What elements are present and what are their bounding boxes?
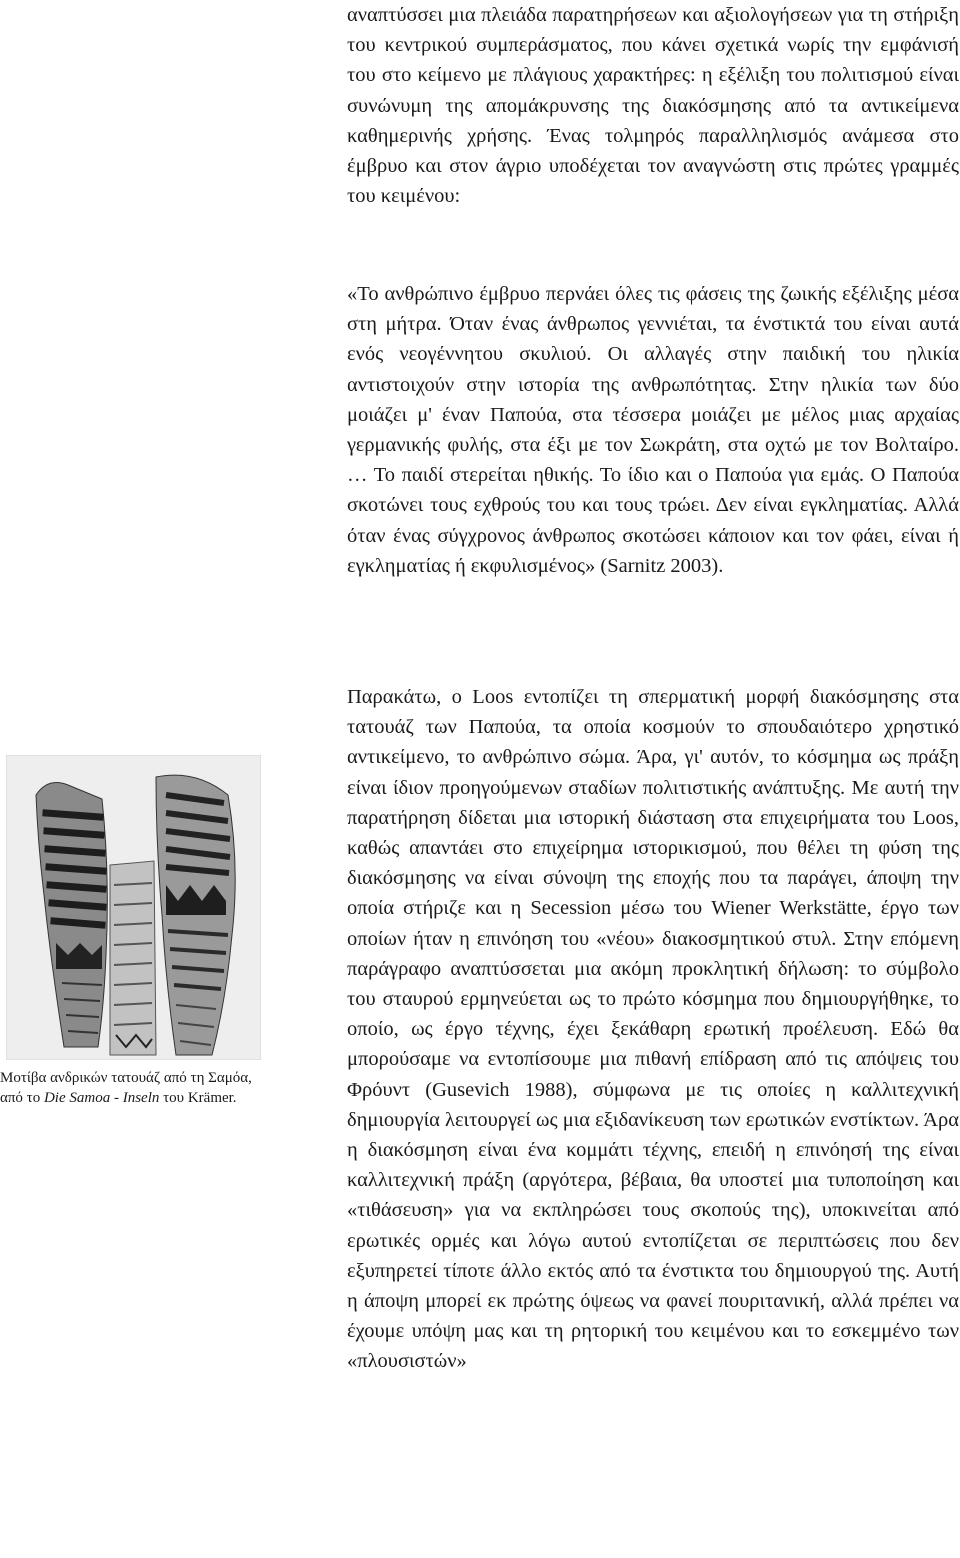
paragraph-loos [347, 682, 959, 1377]
tattoo-illustration [6, 755, 261, 1060]
block-quote [347, 279, 959, 581]
paragraph-intro-text: αναπτύσσει μια πλειάδα παρατηρήσεων και αξιολογήσεων για τη στήριξη του κεντρικού συμπεράσματος, που κάνει σχετικά νωρίς την εμφάνισή του στο κείμενο με πλάγιους χαρακτήρες: η εξέλιξη του πολιτισμού είναι συνώνυμη της απομάκρυνσης της διακόσμησης από τα αντικείμενα καθημερινής χρήσης. Ένας τολμηρός παραλληλισμός ανάμεσα στο έμβρυο και στον άγριο υποδέχεται τον αναγνώστη στις πρώτες γραμμές του κειμένου: [347, 4, 959, 208]
paragraph-intro [347, 0, 959, 211]
figure-caption-suffix: του Krämer. [159, 1090, 237, 1106]
paragraph-loos-text: Παρακάτω, ο Loos εντοπίζει τη σπερματική μορφή διακόσμησης στα τατουάζ των Παπούα, τα οποία κοσμούν το σπουδαιότερο χρηστικό αντικείμενο, το ανθρώπινο σώμα. Άρα, γι' αυτόν, το κόσμημα ως πράξη είναι ίδιον προηγούμενων σταδίων πολιτιστικής ανάπτυξης. Με αυτή την παρατήρηση δίδεται μια ιστορική διάσταση στα επιχειρήματα του Loos, καθώς απαντάει στο επιχείρημα ιστορικισμού, που θέλει τη φύση της διακόσμησης να είναι σύνοψη της εποχής που τα παράγει, άποψη την οποία στήριζε και η Secession μέσω του Wiener Werkstätte, έργο των οποίων ήταν η επινόηση του «νέου» διακοσμητικού στυλ. Στην επόμενη παράγραφο αναπτύσσεται μια ακόμη προκλητική δήλωση: το σύμβολο του σταυρού ερμηνεύεται ως το πρώτο κόσμημα που δημιουργήθηκε, το οποίο, ως έργο τέχνης, έχει ξεκάθαρη ερωτική προέλευση. Εδώ θα μπορούσαμε να εντοπίσουμε μια πιθανή επίδραση από τις απόψεις του Φρόυντ (Gusevich 1988), σύμφωνα με τις οποίες η καλλιτεχνική δημιουργία λειτουργεί ως μια εξιδανίκευση των ερωτικών ενστίκτων. Άρα η διακόσμηση είναι ένα κομμάτι τέχνης, επειδή η επινόησή της είναι καλλιτεχνική πράξη (αργότερα, βέβαια, θα υποστεί μια τυποποίηση και «τιθάσευση» για να εκπληρώσει τους σκοπούς της), υποκινείται από ερωτικές ορμές και λόγω αυτού εντοπίζεται σε περιπτώσεις που δεν εξυπηρετεί τίποτε άλλο εκτός από τα ένστικτα του δημιουργού της. Αυτή η άποψη μπορεί εκ πρώτης όψεως να φανεί πουριτανική, αλλά πρέπει να έχουμε υπόψη μας και τη ρητορική του κειμένου και το εσκεμμένο των «πλουσιστών» [347, 686, 959, 1373]
figure-tattoo [0, 755, 278, 1155]
figure-caption-prefix: Μοτίβα ανδρικών τατουάζ από τη Σαμόα, από το [0, 1070, 252, 1106]
figure-caption [0, 1068, 266, 1108]
block-quote-text: «Το ανθρώπινο έμβρυο περνάει όλες τις φάσεις της ζωικής εξέλιξης μέσα στη μήτρα. Όταν ένας άνθρωπος γεννιέται, τα ένστικτά του είναι αυτά ενός νεογέννητου σκυλιού. Οι αλλαγές στην παιδική του ηλικία αντιστοιχούν στην ιστορία της ανθρωπότητας. Στην ηλικία των δύο μοιάζει μ' έναν Παπούα, στα τέσσερα μοιάζει με μέλος μιας αρχαίας γερμανικής φυλής, στα έξι με τον Σωκράτη, στα οχτώ με τον Βολταίρο. … Το παιδί στερείται ηθικής. Το ίδιο και ο Παπούα για εμάς. Ο Παπούα σκοτώνει τους εχθρούς του και τους τρώει. Δεν είναι εγκληματίας. Αλλά όταν ένας σύγχρονος άνθρωπος σκοτώσει κάποιον και τον φάει, είναι ή εγκληματίας ή εκφυλισμένος» (Sarnitz 2003). [347, 283, 959, 577]
figure-caption-book-title: Die Samoa - Inseln [43, 1090, 160, 1106]
